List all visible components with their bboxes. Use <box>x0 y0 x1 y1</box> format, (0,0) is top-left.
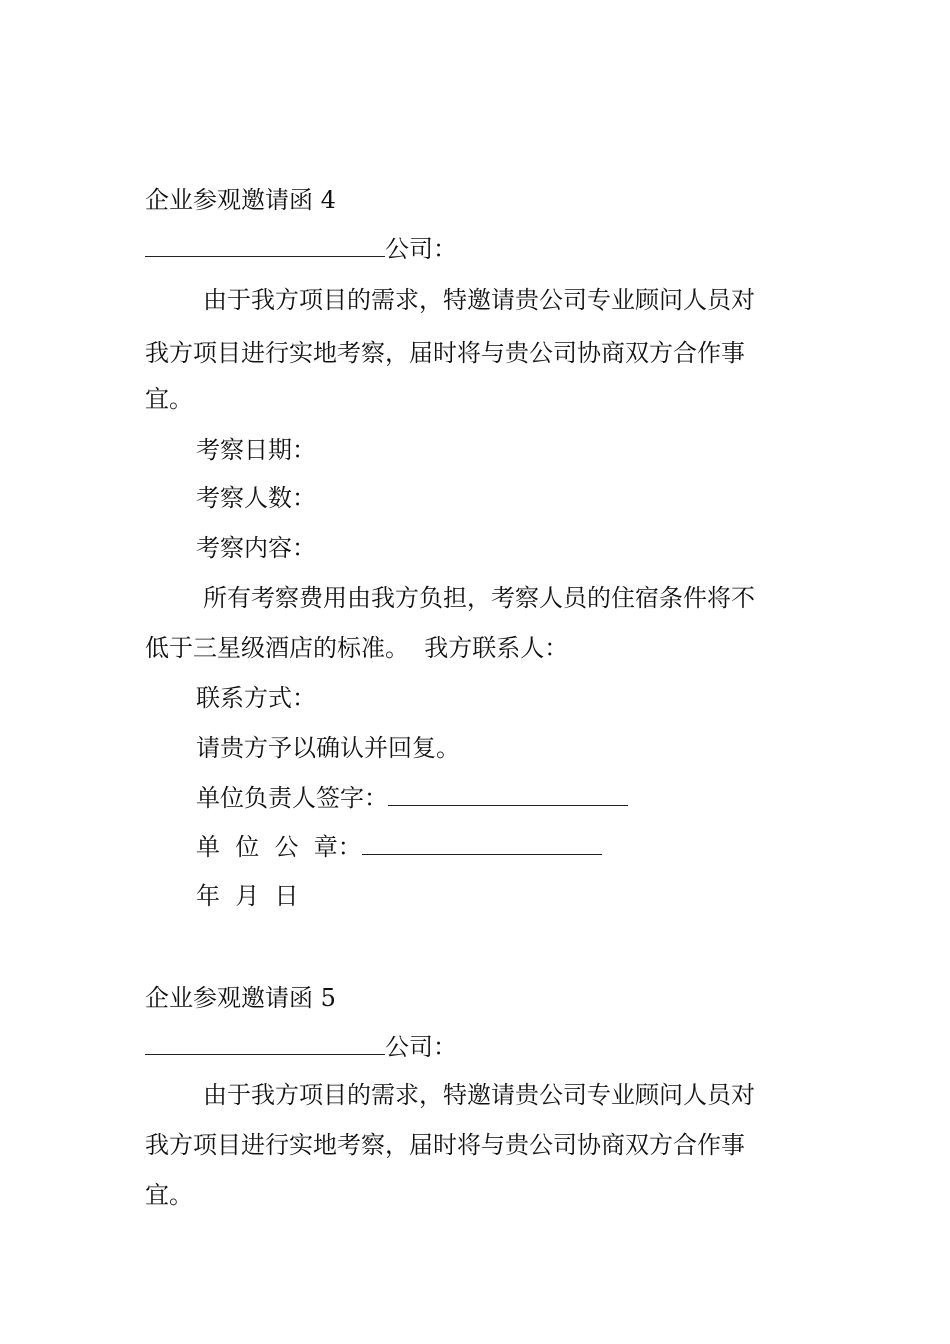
company-blank[interactable] <box>145 234 385 257</box>
section-5-body-line-3: 宜。 <box>145 1181 193 1209</box>
cost-line-2: 低于三星级酒店的标准。 我方联系人： <box>145 634 569 662</box>
seal-label: 单 位 公 章： <box>196 833 362 861</box>
section-4-title: 企业参观邀请函 4 <box>145 186 336 214</box>
date-line: 年 月 日 <box>196 882 299 910</box>
section-5-body-line-2: 我方项目进行实地考察，届时将与贵公司协商双方合作事 <box>145 1131 745 1159</box>
section-5-title: 企业参观邀请函 5 <box>145 984 336 1012</box>
signature-row <box>196 783 628 813</box>
seal-row <box>196 832 602 862</box>
salutation-text: 公司： <box>385 1033 457 1061</box>
confirm-text: 请贵方予以确认并回复。 <box>196 734 460 762</box>
section-5-salutation <box>145 1032 457 1062</box>
company-blank[interactable] <box>145 1032 385 1055</box>
inspection-count-label: 考察人数： <box>196 484 316 512</box>
section-4-body-line-3: 宜。 <box>145 385 193 413</box>
signature-blank[interactable] <box>388 783 628 806</box>
section-4-body-line-2: 我方项目进行实地考察，届时将与贵公司协商双方合作事 <box>145 339 745 367</box>
cost-line-1: 所有考察费用由我方负担，考察人员的住宿条件将不 <box>203 584 755 612</box>
seal-blank[interactable] <box>362 832 602 855</box>
section-5-body-line-1: 由于我方项目的需求，特邀请贵公司专业顾问人员对 <box>203 1081 755 1109</box>
signature-label: 单位负责人签字： <box>196 784 388 812</box>
section-4-salutation <box>145 234 457 264</box>
salutation-text: 公司： <box>385 235 457 263</box>
contact-method-label: 联系方式： <box>196 684 316 712</box>
section-4-body-line-1: 由于我方项目的需求，特邀请贵公司专业顾问人员对 <box>203 286 755 314</box>
inspection-content-label: 考察内容： <box>196 534 316 562</box>
inspection-date-label: 考察日期： <box>196 436 316 464</box>
